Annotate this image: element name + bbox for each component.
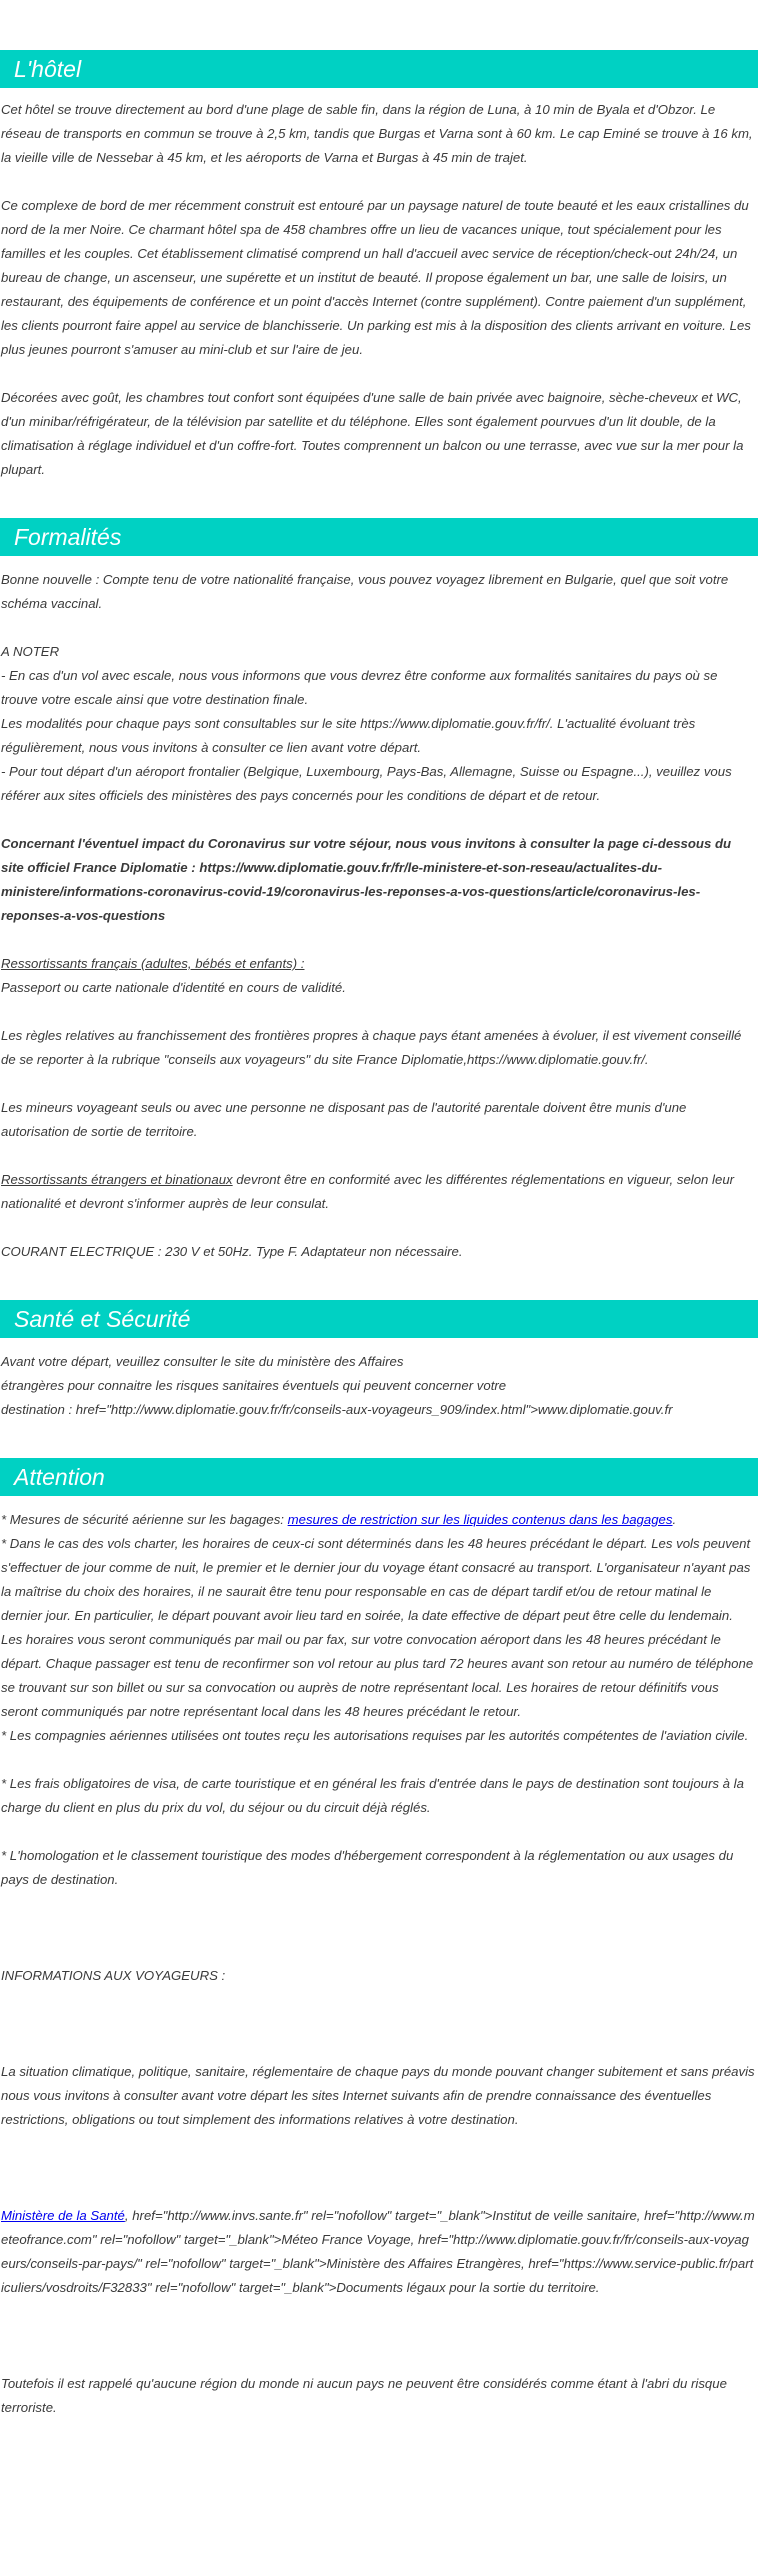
ressortissants-etrangers — [1, 1168, 756, 1216]
hotel-title: L'hôtel — [0, 50, 758, 88]
hotel-section — [0, 50, 758, 482]
ressortissants-etrangers-text: devront être en conformité avec les différentes réglementations en vigueur, selon leur nationalité et devront s'informer auprès de leur consulat. — [1, 1172, 735, 1211]
ressortissants-francais-label: Ressortissants français (adultes, bébés et enfants) : — [1, 956, 305, 971]
hotel-paragraph-location: Cet hôtel se trouve directement au bord d'une plage de sable fin, dans la région de Luna, à 10 min de Byala et d'Obzor. Le réseau de transports en commun se trouve à 2,5 km, tandis que Burgas et Varna sont à 60 km. Le cap Eminé se trouve à 16 km, la vieille ville de Nessebar à 45 km, et les aéroports de Varna et Burgas à 45 min de trajet. — [1, 102, 753, 165]
sante-title: Santé et Sécurité — [0, 1300, 758, 1338]
hotel-paragraph-rooms: Décorées avec goût, les chambres tout confort sont équipées d'une salle de bain privée avec baignoire, sèche-cheveux et WC, d'un minibar/réfrigérateur, de la télévision par satellite et du téléphone. Elles sont également pourvues d'un lit double, de la climatisation à réglage individuel et d'un coffre-fort. Toutes comprennent un balcon ou une terrasse, avec vue sur la mer pour la plupart. — [1, 390, 744, 477]
situation-line-1: La situation climatique, politique, sanitaire, réglementaire de chaque pays du monde pouvant changer subitement et sans préavis — [1, 2064, 755, 2079]
attention-compagnies: * Les compagnies aériennes utilisées ont toutes reçu les autorisations requises par les autorités compétentes de l'aviation civile. — [1, 1728, 749, 1743]
formalites-section — [0, 518, 758, 1264]
ressortissants-etrangers-label: Ressortissants étrangers et binationaux — [1, 1172, 233, 1187]
attention-title: Attention — [0, 1458, 758, 1496]
courant-electrique: COURANT ELECTRIQUE : 230 V et 50Hz. Type F. Adaptateur non nécessaire. — [1, 1244, 463, 1259]
liens-utiles-text: , href="http://www.invs.sante.fr" rel="nofollow" target="_blank">Institut de veille sanitaire, href="http://www.meteofrance.com" rel="nofollow" target="_blank">Méteo France Voyage, href="http://www.diplomatie.gouv.fr/fr/conseils-aux-voyageurs/conseils-par-pays/" rel="nofollow" target="_blank">Ministère des Affaires Etrangères, href="https://www.service-public.fr/particuliers/vosdroits/F32833" rel="nofollow" target="_blank">Documents légaux pour la sortie du territoire. — [1, 2208, 755, 2295]
hotel-paragraph-facilities: Ce complexe de bord de mer récemment construit est entouré par un paysage naturel de toute beauté et les eaux cristallines du nord de la mer Noire. Ce charmant hôtel spa de 458 chambres offre un lieu de vacances unique, tout spécialement pour les familles et les couples. Cet établissement climatisé comprend un hall d'accueil avec service de réception/check-out 24h/24, un bureau de change, un ascenseur, une supérette et un institut de beauté. Il propose également un bar, une salle de loisirs, un restaurant, des équipements de conférence et un point d'accès Internet (contre supplément). Contre paiement d'un supplément, les clients pourront faire appel au service de blanchisserie. Un parking est mis à la disposition des clients arrivant en voiture. Les plus jeunes pourront s'amuser au mini-club et sur l'aire de jeu. — [1, 198, 751, 357]
formalites-note-modalites: Les modalités pour chaque pays sont consultables sur le site https://www.diplomatie.gouv.fr/fr/. L'actualité évoluant très régulièrement, nous vous invitons à consulter ce lien avant votre départ. — [1, 716, 696, 755]
formalites-note-frontalier: - Pour tout départ d'un aéroport frontalier (Belgique, Luxembourg, Pays-Bas, Allemagne, Suisse ou Espagne...), veuillez vous référer aux sites officiels des ministères des pays concernés pour les conditions de départ et de retour. — [1, 764, 732, 803]
attention-frais: * Les frais obligatoires de visa, de carte touristique et en général les frais d'entrée dans le pays de destination sont toujours à la charge du client en plus du prix du vol, du séjour ou du circuit déjà réglés. — [1, 1776, 744, 1815]
attention-homologation: * L'homologation et le classement touristique des modes d'hébergement correspondent à la réglementation ou aux usages du pays de destination. — [1, 1848, 734, 1887]
attention-section — [0, 1458, 758, 2420]
situation-line-2: nous vous invitons à consulter avant votre départ les sites Internet suivants afin de prendre connaissance des éventuelles restrictions, obligations ou tout simplement des informations relatives à votre destination. — [1, 2088, 712, 2127]
formalites-regles-frontieres: Les règles relatives au franchissement des frontières propres à chaque pays étant amenées à évoluer, il est vivement conseillé de se reporter à la rubrique "conseils aux voyageurs" du site France Diplomatie,https://www.diplomatie.gouv.fr/. — [1, 1028, 742, 1067]
formalites-covid-notice: Concernant l'éventuel impact du Coronavirus sur votre séjour, nous vous invitons à consulter la page ci-dessous du site officiel France Diplomatie : https://www.diplomatie.gouv.fr/fr/le-ministere-et-son-reseau/actualites-du-ministere/informations-coronavirus-covid-19/coronavirus-les-reponses-a-vos-questions/article/coronavirus-les-reponses-a-vos-questions — [1, 836, 732, 923]
formalites-note-escale: - En cas d'un vol avec escale, nous vous informons que vous devrez être conforme aux formalités sanitaires du pays où se trouve votre escale ainsi que votre destination finale. — [1, 668, 718, 707]
liquides-restriction-link[interactable]: mesures de restriction sur les liquides contenus dans les bagages — [287, 1512, 673, 1527]
attention-securite-bagages — [1, 1508, 756, 1532]
sante-line-3: destination : href="http://www.diplomatie.gouv.fr/fr/conseils-aux-voyageurs_909/index.html">www.diplomatie.gouv.fr — [1, 1402, 673, 1417]
attention-vols-charter: * Dans le cas des vols charter, les horaires de ceux-ci sont déterminés dans les 48 heures précédant le départ. Les vols peuvent s'effectuer de jour comme de nuit, le premier et le dernier jour du voyage étant consacré au transport. L'organisateur n'ayant pas la maîtrise du choix des horaires, il ne saurait être tenu pour responsable en cas de départ tardif et/ou de retour matinal le dernier jour. En particulier, le départ pouvant avoir lieu tard en soirée, la date effective de départ peut être celle du lendemain. Les horaires vous seront communiqués par mail ou par fax, sur votre convocation aéroport dans les 48 heures précédant le départ. Chaque passager est tenu de reconfirmer son vol retour au plus tard 72 heures avant son retour au numéro de téléphone se trouvant sur son billet ou sur sa convocation ou auprès de notre représentant local. Les horaires de retour définitifs vous seront communiqués par notre représentant local dans les 48 heures précédant le retour. — [1, 1536, 754, 1719]
ministere-sante-link[interactable]: Ministère de la Santé — [1, 2208, 125, 2223]
liens-utiles — [1, 2204, 756, 2300]
formalites-good-news: Bonne nouvelle : Compte tenu de votre nationalité française, vous pouvez voyagez librement en Bulgarie, quel que soit votre schéma vaccinal. — [1, 572, 729, 611]
securite-prefix: * Mesures de sécurité aérienne sur les bagages: — [1, 1512, 288, 1527]
informations-voyageurs-title: INFORMATIONS AUX VOYAGEURS : — [1, 1968, 226, 1983]
sante-line-1: Avant votre départ, veuillez consulter le site du ministère des Affaires — [1, 1354, 404, 1369]
formalites-mineurs: Les mineurs voyageant seuls ou avec une personne ne disposant pas de l'autorité parentale doivent être munis d'une autorisation de sortie de territoire. — [1, 1100, 687, 1139]
ressortissants-francais-text: Passeport ou carte nationale d'identité en cours de validité. — [1, 980, 346, 995]
securite-suffix: . — [672, 1512, 677, 1527]
formalites-title: Formalités — [0, 518, 758, 556]
formalites-note-title: A NOTER — [1, 644, 60, 659]
sante-section — [0, 1300, 758, 1422]
sante-line-2: étrangères pour connaitre les risques sanitaires éventuels qui peuvent concerner votre — [1, 1378, 507, 1393]
risque-terroriste: Toutefois il est rappelé qu'aucune région du monde ni aucun pays ne peuvent être considérés comme étant à l'abri du risque terroriste. — [1, 2376, 727, 2415]
